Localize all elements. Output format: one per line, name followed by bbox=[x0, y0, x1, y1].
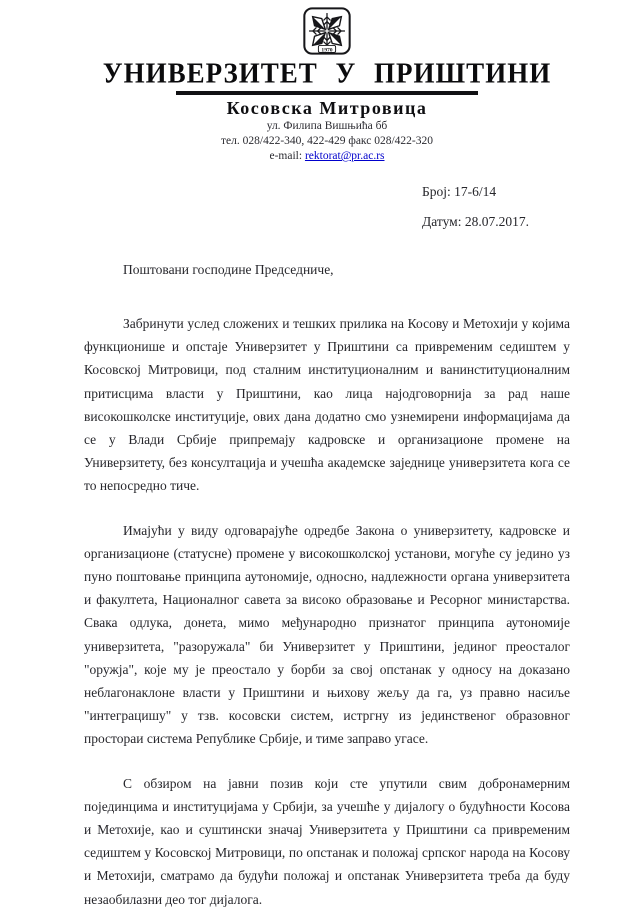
email-link[interactable]: rektorat@pr.ac.rs bbox=[304, 150, 385, 162]
letter-body bbox=[84, 262, 570, 911]
letter-number: Број: 17-6/14 bbox=[422, 184, 497, 199]
letterhead-phone-fax: тел. 028/422-340, 422-429 факс 028/422-320 bbox=[221, 135, 433, 147]
university-name: УНИВЕРЗИТЕТ У ПРИШТИНИ bbox=[102, 57, 552, 89]
letterhead-divider bbox=[176, 91, 478, 95]
letterhead-city: Косовска Митровица bbox=[226, 98, 428, 118]
letter-date: Датум: 28.07.2017. bbox=[422, 214, 529, 229]
email-label: e-mail: bbox=[269, 150, 303, 162]
letter-paragraph-1: Забринути услед сложених и тешких прилика на Косову и Метохији у којима функционише и опстаје Универзитет у Приштини са привременим седиштем у Косовској Митровици, под сталним институционалним и ванинституционалним притисцима власти у Приштини, као лица најодговорнија за рад наше високошколске институције, ових дана додатно смо узнемирени информацијама да се у Влади Србије припремају кадровске и организационе промене на Универзитету, без консултација и учешћа академске заједнице универзитета кога се то непосредно тиче. bbox=[84, 316, 570, 494]
university-emblem-icon bbox=[302, 6, 352, 56]
emblem-year: 1970 bbox=[321, 47, 333, 54]
letter-paragraph-3: С обзиром на јавни позив који сте упутили свим добронамерним појединцима и институцијама у Србији, за учешће у дијалогу о будућности Косова и Метохије, као и суштински значај Универзитета у Приштини са привременим седиштем у Косовској Митровици, по опстанак и положај српског народа на Косову и Метохији, сматрамо да будући положај и опстанак Универзитета треба да буду незаобилазни део тог дијалога. bbox=[84, 775, 570, 907]
letterhead-street-address: ул. Филипа Вишњића бб bbox=[266, 120, 388, 132]
letter-paragraph-2: Имајући у виду одговарајуће одредбе Закона о универзитету, кадровске и организационе (статусне) промене у високошколској установи, могуће су једино уз пуно поштовање принципа аутономије, односно, надлежности органа универзитета и факултета, Националног савета за високо образовање и Ресорног министарства. Свака одлука, донета, мимо међународно признатог принципа аутономије универзитета, "разоружала" би Универзитет у Приштини, јединог преосталог "оружја", које му је преостало у борби за свој опстанак у односу на доказано неблагонаклоне власти у Приштини и њихову жељу да га, уз правно насиље "интеграцишу" у тзв. косовски систем, истргну из јединственог образовног простораи система Републике Србије, и тиме заправо угасе. bbox=[84, 522, 570, 747]
letterhead bbox=[84, 6, 570, 164]
salutation: Поштовани господине Председниче, bbox=[123, 262, 334, 277]
letterhead-email-line bbox=[84, 149, 570, 164]
letter-meta bbox=[422, 184, 570, 230]
